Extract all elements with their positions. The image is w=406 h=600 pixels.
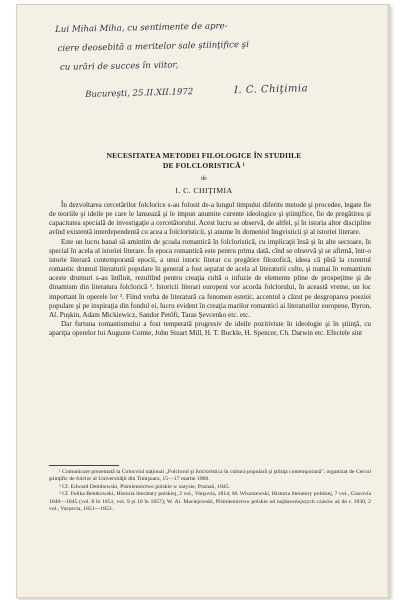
dedication-signature-block <box>85 81 385 100</box>
article-body <box>49 201 371 338</box>
body-paragraph: Dar furtuna romantismului a fost temperată progresiv de ideile pozitiviste în ideologie şi în ştiinţă, cu apariţia operelor lui Auguste Comte, John Stuart Mill, H. T. Buckle, H. Spencer, Ch. Darwin etc. Efectele sint <box>49 320 371 338</box>
footnote: ³ Cf. Felika Bentkowski, Historia literatury polskiej, 2 vol., Varşovia, 1814; M. Wiszniewski, Historia literatury polskiej, 7 vol., Cracovia 1840—1845 (vol. 8 în 1851, vol. 9 şi 10 în 1857); W. Al. Maciejowski, Piśmiennictwo polskie od najdawniejszych czasów aż do r. 1830, 2 vol., Varşovia, 1851—1853. <box>49 491 371 513</box>
footnotes <box>49 469 371 513</box>
dedication-line: Lui Mihai Miha, cu sentimente de apre- <box>55 21 228 35</box>
body-paragraph: Este un lucru banal să amintim de şcoala romantică în folcloristică, cu implicaţii însă şi în alte sectoare, în special în acela al istoriei literare. În epoca romantică este pentru prima dată, cînd se observă şi se afirmă, într-o istorie literară contemporană epocii, a unui istoric literar cu pregătire filozofică, ideea că pînă la curentul romantic drumul literaturii populare în general a fost separat de acela al literaturii culte, şi numai în romantism aceste drumuri s-au întîlnit, rezultînd pentru creaţia cultă o infuzie de elemente pline de prospeţime şi de dinamism din literatura folclorică ². Istoricii literari europeni vor acorda folclorului, în această vreme, un loc important în operele lor ³. Fiind vorba de literatură ca fenomen estetic, accentul a căzut pe desgroparea poeziei populare şi pe inspiraţia din fondul ei, lucru evident în creaţia marilor romantici ai literaturilor europene, Byron, Al. Puşkin, Adam Mickiewicz, Sandor Petöfi, Taras Şevcenko etc. etc. <box>49 237 371 319</box>
article-author: I. C. CHIŢIMIA <box>175 186 233 195</box>
document-page <box>16 4 390 598</box>
article-title-line: NECESITATEA METODEI FILOLOGICE ÎN STUDIILE <box>106 151 302 160</box>
handwritten-signature: I. C. Chiţimia <box>233 83 309 97</box>
dedication-line: ciere deosebită a meritelor sale ştiinţifice şi <box>57 39 250 54</box>
article-title <box>37 151 371 171</box>
handwritten-dedication <box>55 14 376 78</box>
footnote: ¹ Comunicare prezentată la Colocviul naţional „Folclorul şi folcloristica în cultura populară şi ştiinţa contemporană", organizat de Cercul ştiinţific de folclor al Universităţii din Timişoara, 15—17 martie 1968. <box>49 469 371 483</box>
dedication-line: cu urări de succes în viitor, <box>59 60 179 73</box>
byline-de: de <box>201 176 207 182</box>
body-paragraph: În dezvoltarea cercetărilor folclorice s-au folosit de-a lungul timpului diferite metode şi procedee, legate fie de teoriile şi ideile pe care le lansează şi le impun anumite curente ideologice şi ştiinţifice, fie de pregătirea şi capacitatea specială de investigaţie a cercetătorului. Acest lucru se observă, de altfel, şi în istoria altor discipline avînd existentă interdependentă cu acea a folcloristicii, şi anume în domeniul lingvisticii şi al istoriei literare. <box>49 201 371 237</box>
page-edge-shadow <box>386 5 389 597</box>
dedication-date: Bucureşti, 25.II.XII.1972 <box>85 87 194 100</box>
footnote-divider <box>49 465 119 466</box>
article-title-line: DE FOLCLORISTICĂ ¹ <box>162 161 246 170</box>
footnote: ² Cf. Edward Dembowski, Piśmiennictwo polskie w zarysie, Poznań, 1845. <box>59 483 231 490</box>
